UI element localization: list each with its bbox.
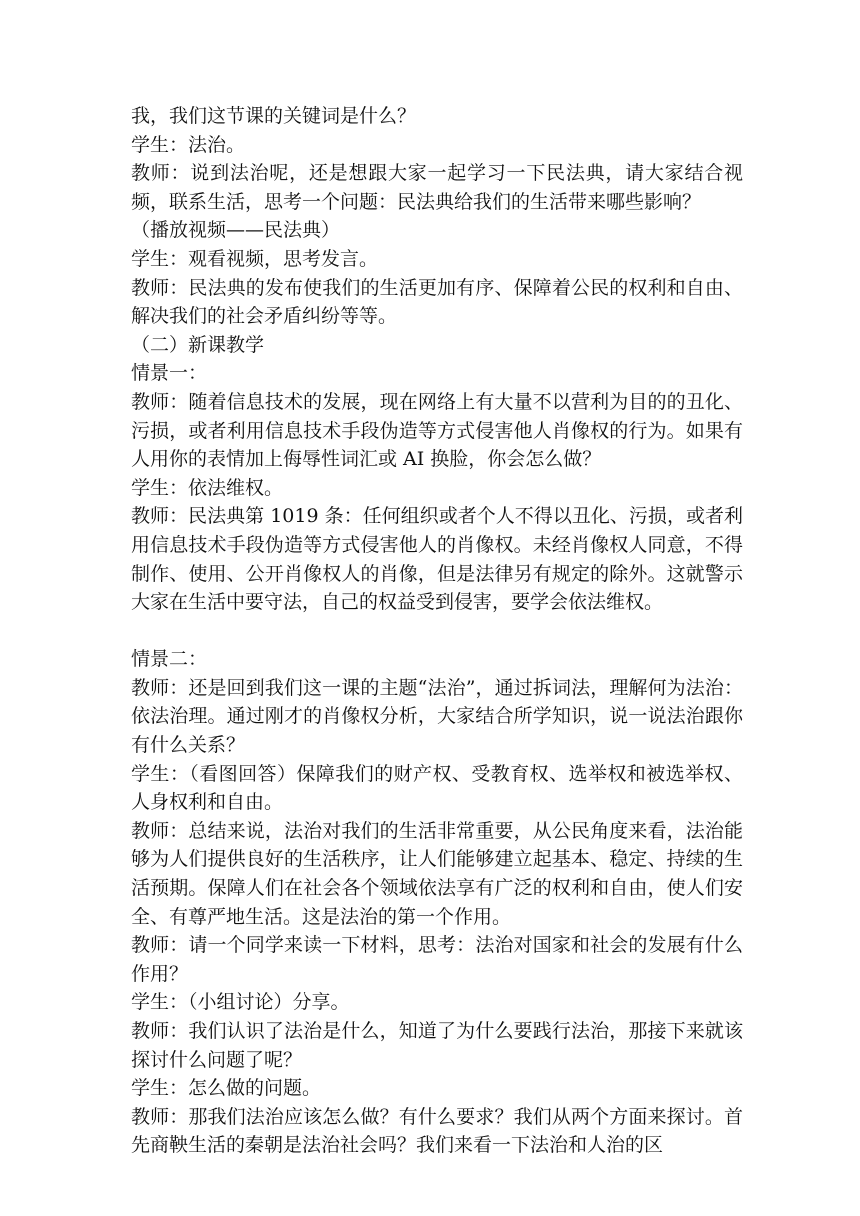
paragraph: 学生：法治。 [131, 133, 246, 156]
paragraph: 教师：民法典的发布使我们的生活更加有序、保障着公民的权利和自由、解决我们的社会矛盾纠纷等等。 [131, 276, 743, 328]
paragraph: 教师：那我们法治应该怎么做？有什么要求？我们从两个方面来探讨。首先商鞅生活的秦朝是法治社会吗？我们来看一下法治和人治的区 [131, 1105, 743, 1157]
paragraph: 教师：民法典第 1019 条：任何组织或者个人不得以丑化、污损，或者利用信息技术手段伪造等方式侵害他人的肖像权。未经肖像权人同意，不得制作、使用、公开肖像权人的肖像，但是法律另有规定的除外。这就警示大家在生活中要守法，自己的权益受到侵害，要学会依法维权。 [131, 505, 743, 614]
paragraph: 教师：我们认识了法治是什么，知道了为什么要践行法治，那接下来就该探讨什么问题了呢？ [131, 1020, 743, 1071]
paragraph: （播放视频——民法典） [131, 219, 341, 242]
scenario-heading: 情景一： [131, 362, 208, 385]
paragraph: 教师：随着信息技术的发展，现在网络上有大量不以营利为目的的丑化、污损，或者利用信息技术手段伪造等方式侵害他人肖像权的行为。如果有人用你的表情加上侮辱性词汇或 AI 换脸，你会怎么做？ [131, 390, 743, 471]
paragraph: 教师：还是回到我们这一课的主题“法治”，通过拆词法，理解何为法治：依法治理。通过刚才的肖像权分析，大家结合所学知识，说一说法治跟你有什么关系？ [131, 676, 743, 757]
paragraph: 教师：说到法治呢，还是想跟大家一起学习一下民法典，请大家结合视频，联系生活，思考一个问题：民法典给我们的生活带来哪些影响？ [131, 162, 743, 213]
paragraph: 学生：观看视频，思考发言。 [131, 247, 379, 270]
document-body [131, 102, 743, 1160]
paragraph: 学生：（看图回答）保障我们的财产权、受教育权、选举权和被选举权、人身权利和自由。 [131, 762, 743, 814]
section-heading: （二）新课教学 [131, 333, 265, 356]
paragraph: 学生：（小组讨论）分享。 [131, 991, 350, 1014]
paragraph: 教师：请一个同学来读一下材料，思考：法治对国家和社会的发展有什么作用？ [131, 934, 743, 985]
paragraph: 我，我们这节课的关键词是什么？ [131, 105, 417, 127]
scenario-heading: 情景二： [131, 648, 208, 671]
paragraph: 教师：总结来说，法治对我们的生活非常重要，从公民角度来看，法治能够为人们提供良好的生活秩序，让人们能够建立起基本、稳定、持续的生活预期。保障人们在社会各个领域依法享有广泛的权利和自由，使人们安全、有尊严地生活。这是法治的第一个作用。 [131, 819, 743, 928]
paragraph: 学生：依法维权。 [131, 476, 284, 499]
paragraph: 学生：怎么做的问题。 [131, 1077, 322, 1100]
blank-line [131, 617, 743, 646]
